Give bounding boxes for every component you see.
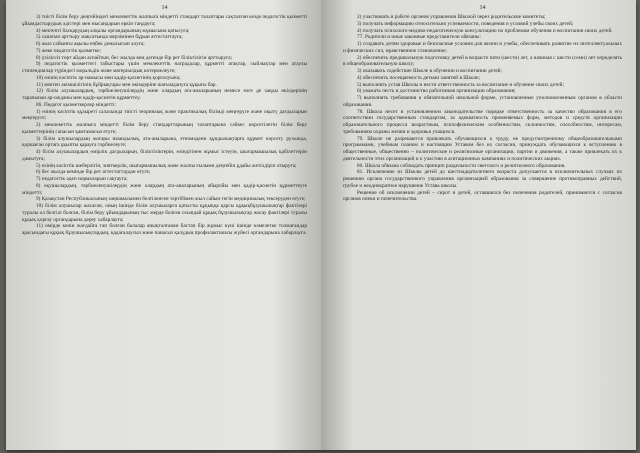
- paragraph: 3) получать информацию относительно успеваемости, поведения и условий учебы своих детей;: [357, 20, 574, 27]
- paragraph: 4) білім алушылардың өмірлік дағдыларын, біліктіліктерін, өзіндігінен жұмыс істеуін, шығармашылық қабілеттерін дамытуға;: [22, 149, 307, 162]
- paragraph: 81. Исключение из Школы детей до шестнадцатилетнего возраста допускается в исключительных случаях по решению органа государственного управления организацией образования за совершение противоправных действий, грубое и неоднократное нарушение Устава школы.: [343, 169, 622, 189]
- paragraph: 5) выполнять устав Школы и нести ответственность за воспитание и обучение своих детей;: [357, 81, 564, 88]
- paragraph: 12) білім алушылардың, тәрбиеленушілердің және олардың ата-аналарының немесе өзге де заңды өкілдерінің тарапынан ар-ожданы мен қадір-қасиетін құрметтеу.: [22, 88, 307, 101]
- paragraph: 77. Родители и иные законные представители обязаны:: [357, 34, 481, 41]
- paragraph: 78. Школа несет в установленном законодательстве порядке ответственность за качество образования в его соответствии государственным стандартам, за адекватность применяемых форм, методов и средств организации образовательного процесса возрастным, психофизическим особенностям, склонностям, способностям, интересам, требованиям охраны жизни и здоровья учащихся.: [343, 108, 622, 135]
- document-spread: [6, 0, 636, 450]
- paragraph: 6) жыл сайынғы ақылы еңбек демалысын алуға;: [36, 41, 145, 47]
- paragraph: 86. Педагог қызметкерлер міндетті:: [36, 101, 117, 108]
- paragraph: 1) создавать детям здоровые и безопасные условия для жизни и учебы, обеспечивать развитие их интеллектуальных и физических сил, нравственное становление;: [343, 41, 622, 54]
- paragraph: 10) білім алушылар жасаған, оның ішінде білім алушыларға қатысты құқыққа қарсы құқықбұзушылықтар фактілері туралы ол белгілі болған, білім беру ұйымдарының тыс жерде болған осындай құқық бұзушылықтар жасау фактілері туралы құқық қорғау органдарына дереу хабарлауға;: [22, 203, 307, 223]
- paragraph: 2) обеспечить предшкольную подготовку детей в возрасте пяти (шести) лет, а начиная с шести (семи) лет определять в общеобразовательную школу;: [343, 54, 622, 68]
- right-page-body: [343, 14, 622, 203]
- paragraph: 1) өзінің кәсіптік құзыреті саласында тиісті теориялық және практикалық білімді меңгеруге және оқыту дағдыларын меңгеруге;: [22, 108, 307, 122]
- paragraph: 2) мемлекеттік жалпыға міндетті білім беру стандарттарының талаптарына сәйкес көрсетілетін білім беру қызметтерінің сапасын қамтамасыз етуге;: [22, 122, 307, 135]
- paragraph: 8) үзіліссіз төрт айдан аспайтын, бес жылда кем дегенде бір рет біліктілігін арттыруға;: [36, 54, 233, 61]
- paragraph: 7) жеке педагогтік қызметке;: [36, 47, 101, 54]
- paragraph: 10) өзінің кәсіптік ар-намысы мен қадір-қасиетінің қорғалуына;: [36, 74, 181, 81]
- paragraph: 80. Школа обязана соблюдать принцип раздельности светского и религиозного образования.: [357, 162, 566, 169]
- paragraph: 4) получать психолого-медико-педагогическую консультацию по проблемам обучения и воспитания своих детей.: [357, 27, 613, 34]
- paragraph: 8) оқушылардың, тәрбиеленушілердің және олардың ата-аналарының абыройы мен қадір-қасиетін құрметтеуге міндетті;: [22, 182, 307, 196]
- left-page-number: 14: [161, 5, 168, 11]
- paragraph: 9) педагогтік қызметтегі табыстары үшін мемлекеттік наградалар, құрметті атақтар, сыйлықтар мен атаулы стипендиялар түріндегі моральдік және материалдық көтермелеуге;: [22, 61, 307, 74]
- paragraph: 6) бес жылда кемінде бір рет аттестаттаудан өтуге;: [36, 169, 151, 176]
- paragraph: 3) тиісті білім беру деңгейіндегі мемлекеттік жалпыға міндетті стандарт талаптары сақталған кезде педагогтік қызметті ұйымдастырудың әдістері мен нысандарын еркін таңдауға;: [22, 14, 308, 27]
- paragraph: 11) мектеп әкімшілігінің бұйрықтары мен өкімдеріне шағымдануға құқығы бар.: [36, 81, 217, 88]
- paragraph: 4) мектепті басқарудың алқалы органдарының жұмысына қатысуға;: [36, 27, 190, 34]
- paragraph: 3) оказывать содействие Школе в обучении и воспитании детей;: [357, 68, 502, 74]
- right-page-number: 14: [479, 5, 486, 11]
- paragraph: 9) Қазақстан Республикасының заңнамасымен белгіленген тәртібімен жыл сайын тегін медициналық тексеруден өтуге;: [36, 196, 306, 203]
- paragraph: 2) участвовать в работе органов управления Школой через родительские комитеты;: [357, 14, 546, 20]
- paragraph: 7) педагогтік әдеп нормаларын сақтауға;: [36, 176, 128, 182]
- paragraph: 5) өзінің кәсіптік шеберлігін, зияткерлік, шығармашылық және жалпы ғылыми деңгейін ұдайы жетілдіріп отыруға;: [36, 162, 297, 169]
- paragraph: 79. Школе не разрешается привлекать обучающихся к труду, не предусмотренному общеобразовательными программами, учебным планом и настоящим Уставом без их согласия, принуждать обучающихся к вступлению в общественные, общественно – политические и религиозные организации, партии и движения, а также привлекать их к деятельности этих организаций и к участию в агитационных кампаниях и политических акциях.: [343, 135, 622, 162]
- paragraph: 11) өмірде кенін жағдайға тап болған балалар анықталғанан бастап бір жұмыс күні ішінде кәмелетке толмағандар арасындағы құқық бұзушылықтардың, қадағалаусыз және панасыз қалудың профилактикасы жүйесі органдарына хабарлауға.: [22, 223, 307, 236]
- left-page-body: [22, 14, 307, 237]
- left-page: [6, 0, 321, 450]
- paragraph: 5) санатын арттыру мақсатында мерзімінен бұрын аттестаттауға;: [36, 34, 183, 41]
- paragraph: 6) уважать честь и достоинство работников организации образования;: [357, 88, 516, 95]
- paragraph: 7) выполнять требования к обязательной школьной форме, установленные уполномоченным органом в области образования.: [343, 95, 622, 108]
- paragraph: Решение об исключении детей – сирот и детей, оставшихся без попечения родителей, принимается с согласия органов опеки и попечительства.: [343, 189, 622, 203]
- paragraph: 3) білім алушылардың жоғары имандылық, ата-аналарына, этномәдени құндылықтарға құрмет көрсету рухында, қоршаған ортаға ұқыпты қарауға тәрбиелеуге;: [22, 135, 307, 149]
- paragraph: 4) обеспечить посещаемость детьми занятий в Школе;: [357, 74, 480, 81]
- right-page: [321, 0, 636, 450]
